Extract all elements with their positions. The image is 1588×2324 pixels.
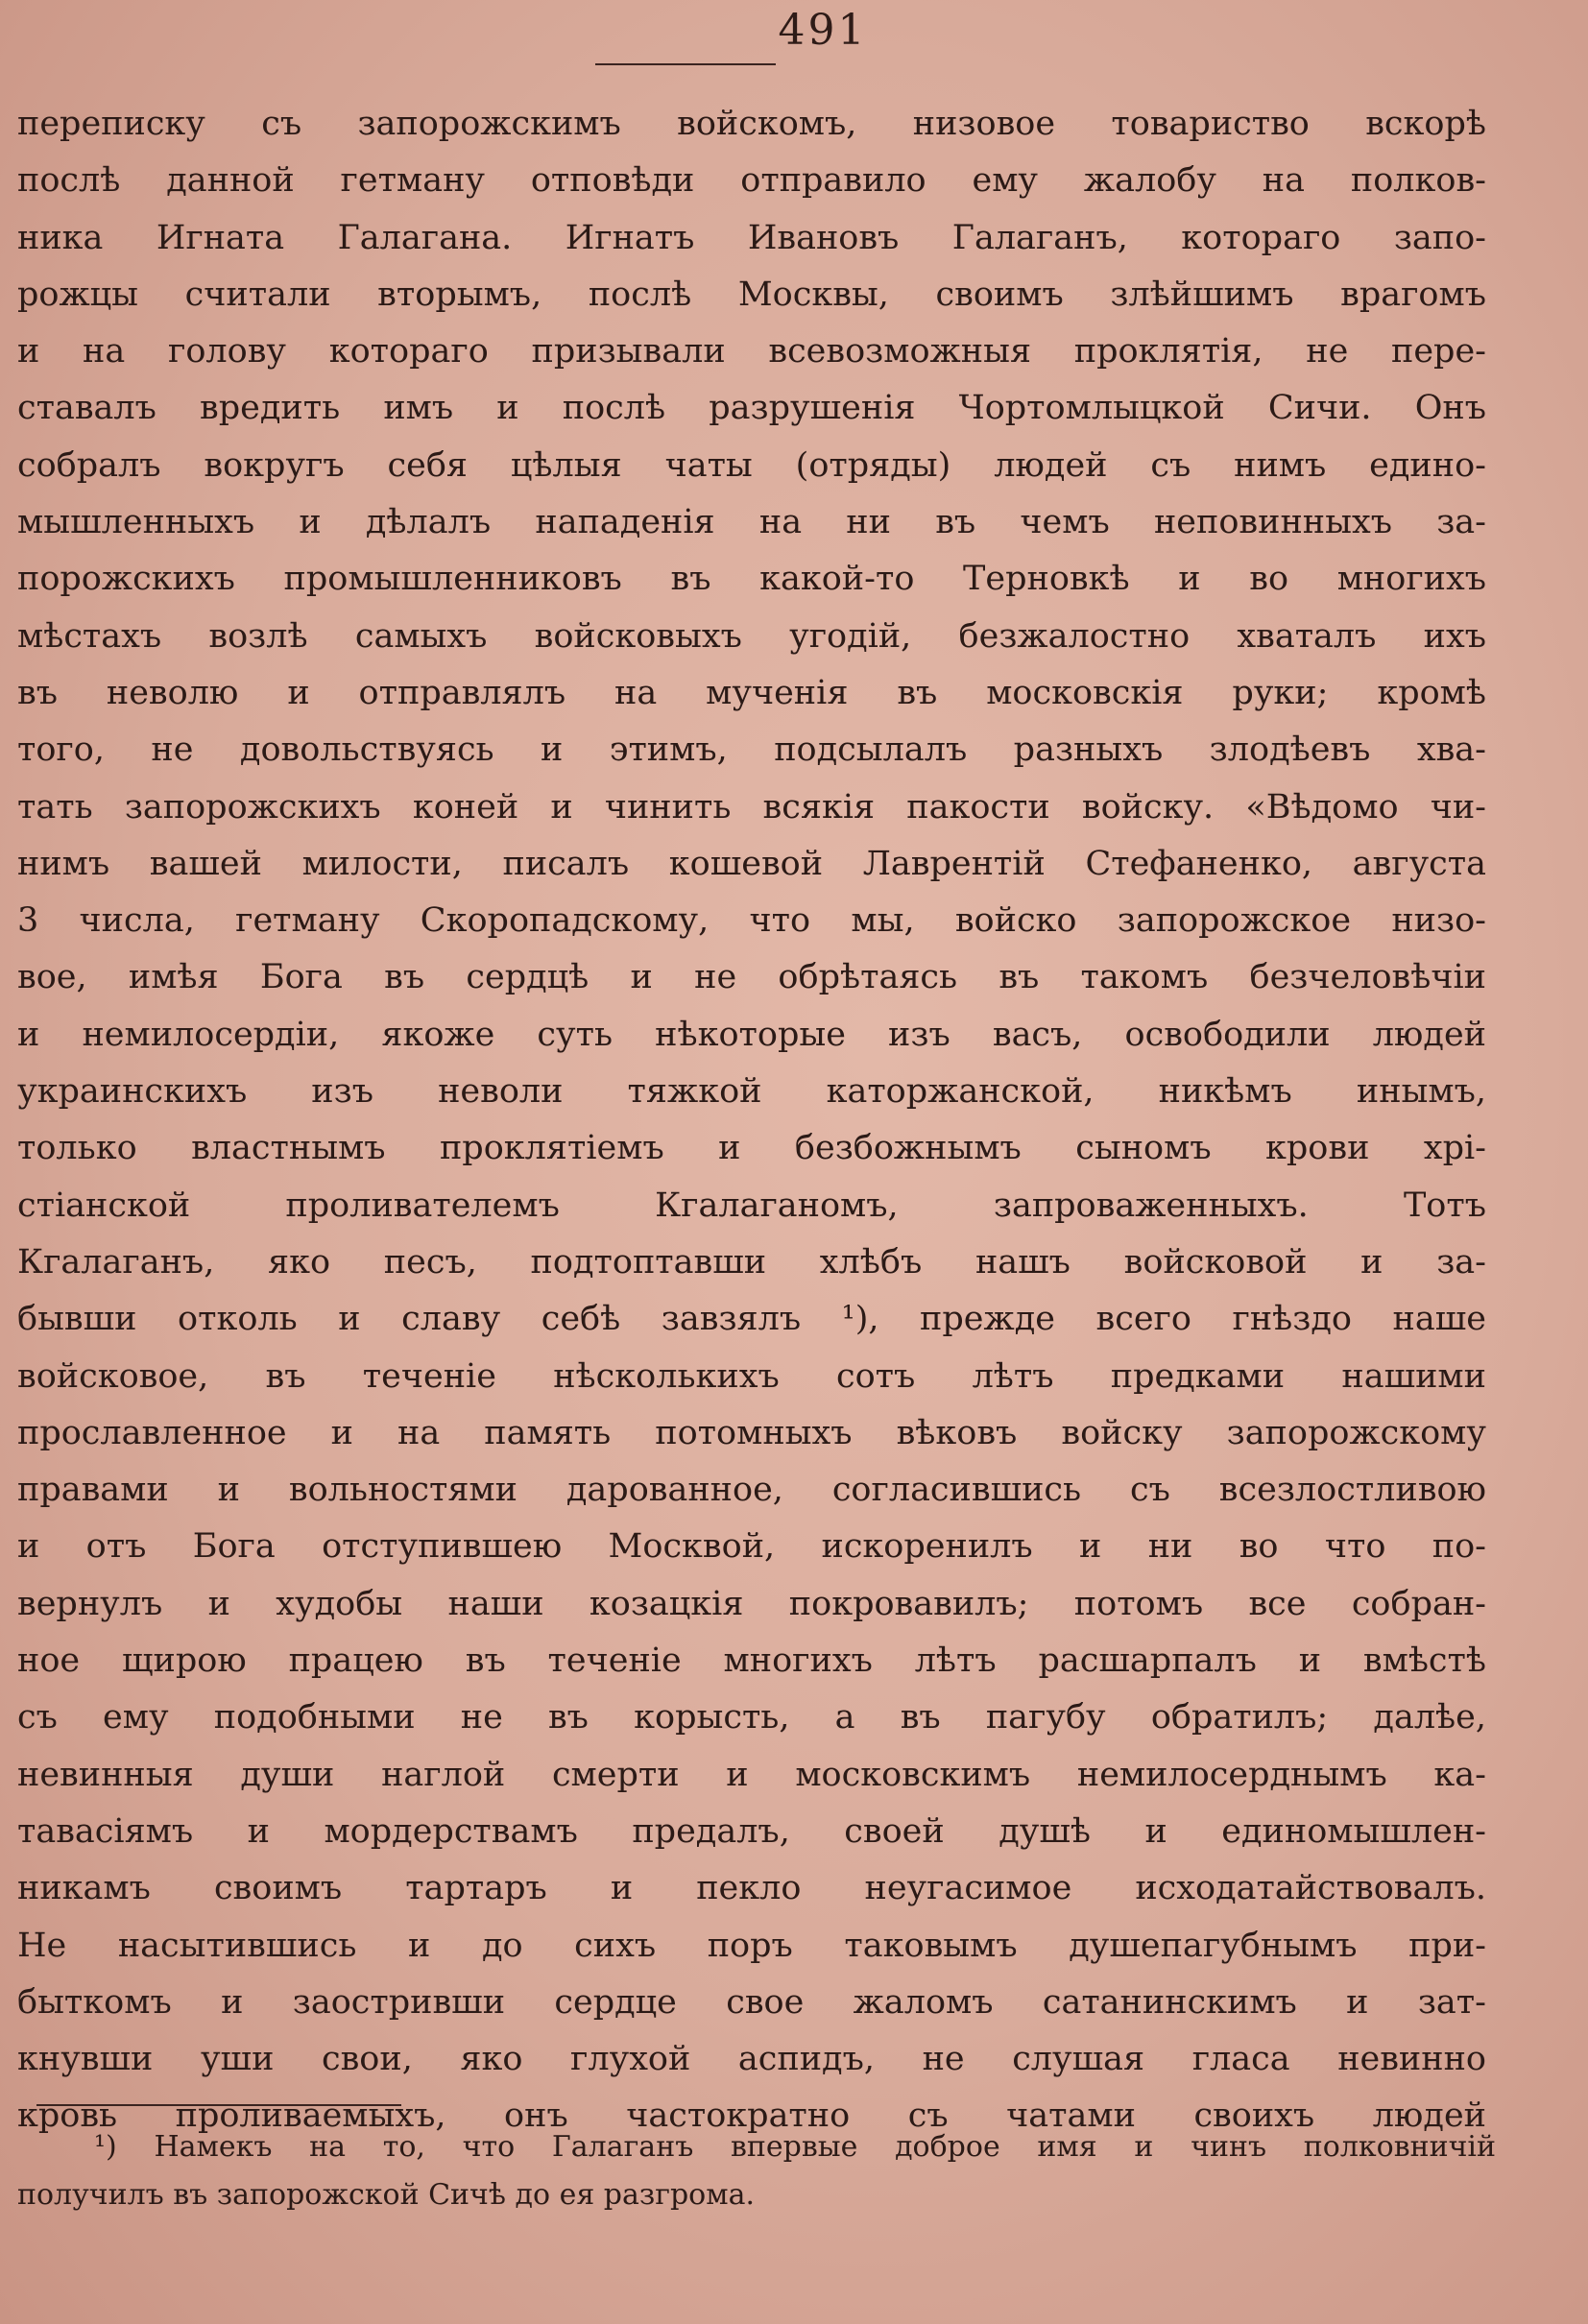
text-line: мышленныхъ и дѣлалъ нападенія на ни въ чемъ неповинныхъ за- [17,503,1486,542]
text-line: и отъ Бога отступившею Москвой, искоренилъ и ни во что по- [17,1527,1486,1567]
text-line: вернулъ и худобы наши козацкія покровавилъ; потомъ все собран- [17,1584,1486,1623]
text-line: мѣстахъ возлѣ самыхъ войсковыхъ угодій, безжалостно хваталъ ихъ [17,616,1486,656]
body-text [17,96,1486,2145]
text-line: ника Игната Галагана. Игнатъ Ивановъ Галаганъ, котораго запо- [17,218,1486,257]
text-line: рожцы считали вторымъ, послѣ Москвы, своимъ злѣйшимъ врагомъ [17,275,1486,314]
text-line: войсковое, въ теченіе нѣсколькихъ сотъ лѣтъ предками нашими [17,1356,1486,1396]
text-line: послѣ данной гетману отповѣди отправило ему жалобу на полков- [17,161,1486,201]
page-number: 491 [778,6,868,55]
text-line: собралъ вокругъ себя цѣлыя чаты (отряды) людей съ нимъ едино- [17,445,1486,485]
text-line: и немилосердіи, якоже суть нѣкоторые изъ васъ, освободили людей [17,1015,1486,1054]
header-rule [595,63,776,65]
text-line: никамъ своимъ тартаръ и пекло неугасимое исходатайствовалъ. [17,1869,1486,1908]
footnote-rule [36,2104,401,2106]
text-line: кнувши уши свои, яко глухой аспидъ, не слушая гласа невинно [17,2040,1486,2079]
footnote-line: получилъ въ запорожской Сичѣ до ея разгрома. [17,2178,755,2212]
footnote [17,2123,1496,2219]
text-line: нимъ вашей милости, писалъ кошевой Лаврентій Стефаненко, августа [17,844,1486,883]
text-line: съ ему подобными не въ корысть, а въ пагубу обратилъ; далѣе, [17,1698,1486,1737]
text-line: порожскихъ промышленниковъ въ какой-то Терновкѣ и во многихъ [17,560,1486,599]
text-line: быткомъ и заостривши сердце свое жаломъ сатанинскимъ и зат- [17,1982,1486,2022]
text-line: и на голову котораго призывали всевозможныя проклятія, не пере- [17,332,1486,371]
text-line: вое, имѣя Бога въ сердцѣ и не обрѣтаясь въ такомъ безчеловѣчіи [17,958,1486,997]
text-line: невинныя души наглой смерти и московскимъ немилосерднымъ ка- [17,1755,1486,1794]
text-line: стіанской проливателемъ Кгалаганомъ, запроваженныхъ. Тотъ [17,1186,1486,1225]
footnote-line: ¹) Намекъ на то, что Галаганъ впервые доброе имя и чинъ полковничій [94,2130,1496,2164]
text-line: того, не довольствуясь и этимъ, подсылалъ разныхъ злодѣевъ хва- [17,731,1486,770]
text-line: переписку съ запорожскимъ войскомъ, низовое товариство вскорѣ [17,105,1486,143]
text-line: ное щирою працею въ теченіе многихъ лѣтъ расшарпалъ и вмѣстѣ [17,1641,1486,1681]
text-line: Кгалаганъ, яко песъ, подтоптавши хлѣбъ нашъ войсковой и за- [17,1242,1486,1282]
text-line: прославленное и на память потомныхъ вѣковъ войску запорожскому [17,1413,1486,1452]
text-line: въ неволю и отправлялъ на мученія въ московскія руки; кромѣ [17,673,1486,712]
text-line: ставалъ вредить имъ и послѣ разрушенія Чортомлыцкой Сичи. Онъ [17,389,1486,428]
text-line: правами и вольностями дарованное, согласившись съ всезлостливою [17,1471,1486,1510]
text-line: 3 числа, гетману Скоропадскому, что мы, войско запорожское низо- [17,901,1486,941]
text-line: бывши отколь и славу себѣ завзялъ ¹), прежде всего гнѣздо наше [17,1300,1486,1339]
text-line: только властнымъ проклятіемъ и безбожнымъ сыномъ крови хрі- [17,1129,1486,1168]
text-line: кровь проливаемыхъ, онъ частократно съ чатами своихъ людей [17,2096,1486,2136]
text-line: Не насытившись и до сихъ поръ таковымъ душепагубнымъ при- [17,1926,1486,1965]
text-line: тавасіямъ и мордерствамъ предалъ, своей душѣ и единомышлен- [17,1811,1486,1851]
text-line: украинскихъ изъ неволи тяжкой каторжанской, никѣмъ инымъ, [17,1072,1486,1112]
text-line: тать запорожскихъ коней и чинить всякія пакости войску. «Вѣдомо чи- [17,787,1486,827]
